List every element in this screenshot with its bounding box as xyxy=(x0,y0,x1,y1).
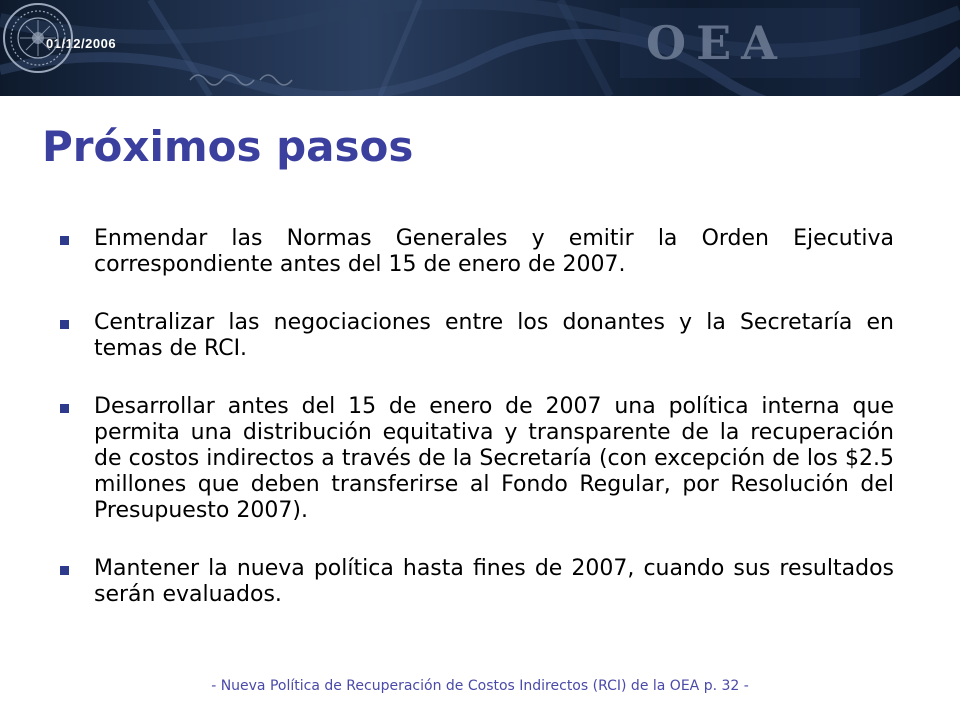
bullet-text: Mantener la nueva política hasta fines de 2007, cuando sus resultados serán evaluados. xyxy=(94,556,894,607)
slide-title: Próximos pasos xyxy=(42,122,414,171)
footer-caption: - Nueva Política de Recuperación de Costos Indirectos (RCI) de la OEA p. 32 - xyxy=(211,678,749,694)
oea-seal-icon xyxy=(0,0,76,76)
square-bullet-icon xyxy=(60,320,69,329)
bullet-item xyxy=(58,556,894,608)
bullet-text: Enmendar las Normas Generales y emitir la Orden Ejecutiva correspondiente antes del 15 de enero de 2007. xyxy=(94,226,894,277)
bullet-text: Centralizar las negociaciones entre los donantes y la Secretaría en temas de RCI. xyxy=(94,310,894,361)
date-label: 01/12/2006 xyxy=(46,36,117,51)
header-banner xyxy=(0,0,960,96)
square-bullet-icon xyxy=(60,236,69,245)
bullet-text: Desarrollar antes del 15 de enero de 2007 una política interna que permita una distribución equitativa y transparente de la recuperación de costos indirectos a través de la Secretaría (con excepción de los $2.5 millones que deben transferirse al Fondo Regular, por Resolución del Presupuesto 2007). xyxy=(94,394,894,523)
bullet-list xyxy=(58,226,894,640)
bullet-item xyxy=(58,394,894,524)
square-bullet-icon xyxy=(60,566,69,575)
square-bullet-icon xyxy=(60,404,69,413)
bullet-item xyxy=(58,310,894,362)
bullet-item xyxy=(58,226,894,278)
banner-texture xyxy=(0,0,960,96)
oea-logo-text: OEA xyxy=(646,16,787,70)
